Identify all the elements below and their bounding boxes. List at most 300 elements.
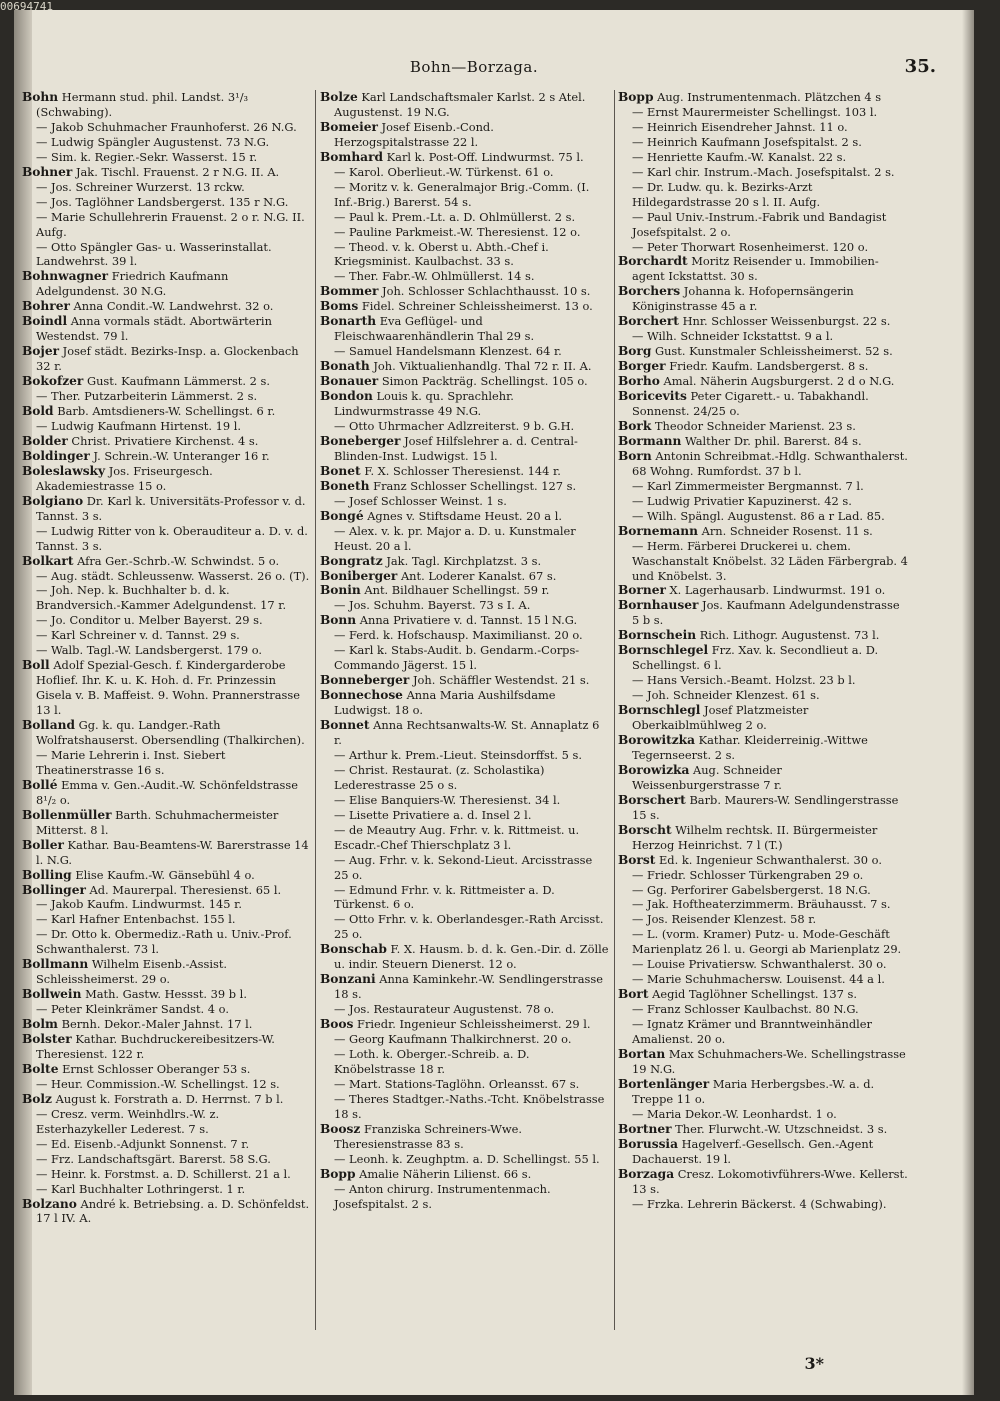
directory-entry bbox=[320, 823, 610, 853]
directory-entry bbox=[22, 1167, 312, 1182]
entry-details: — Peter Thorwart Rosenheimerst. 120 o. bbox=[632, 239, 869, 254]
entry-surname: Bongratz bbox=[320, 553, 383, 568]
entry-details: — Jos. Restaurateur Augustenst. 78 o. bbox=[334, 1002, 555, 1017]
directory-entry bbox=[618, 180, 908, 210]
directory-entry bbox=[320, 554, 610, 569]
entry-details: — Josef Schlosser Weinst. 1 s. bbox=[334, 493, 507, 508]
entry-surname: Bolze bbox=[320, 90, 358, 104]
entry-details: — Herm. Färberei Druckerei u. chem. Waschanstalt Knöbelst. 32 Läden Färbergrab. 4 und Knöbelst. 3. bbox=[632, 538, 908, 583]
directory-entry bbox=[320, 90, 610, 120]
entry-surname: Bonnet bbox=[320, 718, 370, 733]
entry-details: Cresz. Lokomotivführers-Wwe. Kellerst. 13 s. bbox=[632, 1166, 908, 1196]
directory-entry bbox=[618, 643, 908, 673]
entry-details: Gg. k. qu. Landger.-Rath Wolfratshauserst. Obersendling (Thalkirchen). bbox=[36, 718, 305, 747]
directory-entry bbox=[22, 897, 312, 912]
directory-entry bbox=[22, 494, 312, 524]
entry-details: — Ed. Eisenb.-Adjunkt Sonnenst. 7 r. bbox=[36, 1136, 250, 1151]
running-head: Bohn—Borzaga. bbox=[409, 58, 539, 76]
directory-entry bbox=[22, 912, 312, 927]
directory-entry bbox=[320, 344, 610, 359]
entry-surname: Bornschlegel bbox=[618, 643, 709, 658]
directory-entry bbox=[320, 389, 610, 419]
directory-entry bbox=[22, 195, 312, 210]
directory-entry bbox=[320, 613, 610, 628]
entry-surname: Bohn bbox=[22, 90, 59, 104]
directory-entry bbox=[320, 359, 610, 374]
entry-details: Arn. Schneider Rosenst. 11 s. bbox=[701, 523, 873, 538]
directory-entry bbox=[320, 524, 610, 554]
entry-details: Gust. Kunstmaler Schleissheimerst. 52 s. bbox=[655, 344, 893, 359]
directory-entry bbox=[618, 987, 908, 1002]
entry-details: Anna Condit.-W. Landwehrst. 32 o. bbox=[73, 299, 274, 314]
entry-surname: Bold bbox=[22, 404, 54, 419]
entry-surname: Bolland bbox=[22, 718, 75, 733]
directory-entry bbox=[618, 1137, 908, 1167]
directory-entry bbox=[320, 299, 610, 314]
entry-surname: Boller bbox=[22, 837, 64, 852]
entry-details: Elise Kaufm.-W. Gänsebühl 4 o. bbox=[75, 867, 255, 882]
column-2 bbox=[320, 90, 610, 1380]
page-header bbox=[14, 52, 974, 82]
directory-entry bbox=[320, 673, 610, 688]
directory-entry bbox=[320, 598, 610, 613]
directory-entry bbox=[22, 718, 312, 748]
entry-details: Barth. Schuhmachermeister Mitterst. 8 l. bbox=[36, 807, 279, 837]
entry-details: — Moritz v. k. Generalmajor Brig.-Comm. (I. Inf.-Brig.) Barerst. 54 s. bbox=[334, 179, 590, 209]
entry-details: Jak. Tischl. Frauenst. 2 r N.G. II. A. bbox=[75, 164, 280, 179]
entry-surname: Bolgiano bbox=[22, 493, 84, 508]
entry-details: — Heur. Commission.-W. Schellingst. 12 s. bbox=[36, 1076, 280, 1091]
entry-details: — Georg Kaufmann Thalkirchnerst. 20 o. bbox=[334, 1032, 572, 1047]
entry-details: — Ferd. k. Hofschausp. Maximilianst. 20 o. bbox=[334, 628, 583, 643]
entry-surname: Borchert bbox=[618, 314, 679, 329]
entry-surname: Bolling bbox=[22, 867, 72, 882]
entry-surname: Bonin bbox=[320, 583, 361, 598]
entry-details: — Theod. v. k. Oberst u. Abth.-Chef i. Kriegsminist. Kaulbachst. 33 s. bbox=[334, 239, 549, 269]
directory-entry bbox=[22, 883, 312, 898]
directory-entry bbox=[320, 1032, 610, 1047]
entry-details: — Karl Zimmermeister Bergmannst. 7 l. bbox=[632, 478, 864, 493]
entry-details: Jos. Friseurgesch. Akademiestrasse 15 o. bbox=[36, 463, 213, 493]
entry-details: Theodor Schneider Marienst. 23 s. bbox=[654, 418, 856, 433]
entry-surname: Borchers bbox=[618, 284, 681, 299]
entry-details: — Ludwig Spängler Augustenst. 73 N.G. bbox=[36, 134, 270, 149]
directory-entry bbox=[618, 509, 908, 524]
directory-entry bbox=[618, 868, 908, 883]
entry-details: — Christ. Restaurat. (z. Scholastika) Lederestrasse 25 o s. bbox=[334, 762, 545, 792]
directory-entry bbox=[320, 808, 610, 823]
directory-entry bbox=[320, 120, 610, 150]
entry-surname: Bongé bbox=[320, 508, 364, 523]
directory-entry bbox=[22, 838, 312, 868]
entry-details: — Dr. Otto k. Obermediz.-Rath u. Univ.-Prof. Schwanthalerst. 73 l. bbox=[36, 927, 292, 957]
directory-entry bbox=[618, 105, 908, 120]
directory-entry bbox=[618, 314, 908, 329]
directory-entry bbox=[22, 569, 312, 584]
directory-entry bbox=[320, 165, 610, 180]
directory-entry bbox=[22, 404, 312, 419]
directory-entry bbox=[320, 643, 610, 673]
directory-entry bbox=[320, 1122, 610, 1152]
entry-surname: Bolte bbox=[22, 1061, 59, 1076]
entry-surname: Boniberger bbox=[320, 568, 398, 583]
directory-entry bbox=[320, 210, 610, 225]
entry-details: — Paul k. Prem.-Lt. a. D. Ohlmüllerst. 2 s. bbox=[334, 209, 576, 224]
directory-entry bbox=[618, 1077, 908, 1107]
column-3 bbox=[618, 90, 908, 1380]
directory-entry bbox=[618, 1167, 908, 1197]
entry-details: — Frzka. Lehrerin Bäckerst. 4 (Schwabing). bbox=[632, 1196, 887, 1211]
directory-entry bbox=[618, 598, 908, 628]
entry-surname: Bollinger bbox=[22, 882, 86, 897]
directory-entry bbox=[320, 269, 610, 284]
entry-details: Wilhelm Eisenb.-Assist. Schleissheimerst. 29 o. bbox=[36, 957, 228, 987]
entry-details: Franz Schlosser Schellingst. 127 s. bbox=[373, 478, 577, 493]
entry-details: Aug. Schneider Weissenburgerstrasse 7 r. bbox=[632, 762, 782, 792]
entry-details: Jak. Tagl. Kirchplatzst. 3 s. bbox=[386, 553, 542, 568]
directory-entry bbox=[320, 1017, 610, 1032]
directory-entry bbox=[618, 449, 908, 479]
signature-mark: 3* bbox=[804, 1354, 824, 1373]
entry-surname: Boricevits bbox=[618, 389, 687, 404]
entry-details: Wilhelm rechtsk. II. Bürgermeister Herzog Heinrichst. 7 l (T.) bbox=[632, 822, 878, 852]
directory-entry bbox=[320, 583, 610, 598]
entry-details: — Samuel Handelsmann Klenzest. 64 r. bbox=[334, 344, 562, 359]
directory-entry bbox=[22, 434, 312, 449]
entry-surname: Borscht bbox=[618, 822, 672, 837]
directory-entry bbox=[22, 808, 312, 838]
directory-entry bbox=[320, 942, 610, 972]
directory-entry bbox=[22, 165, 312, 180]
directory-entry bbox=[618, 1047, 908, 1077]
directory-entry bbox=[320, 284, 610, 299]
directory-entry bbox=[618, 1002, 908, 1017]
entry-surname: Boll bbox=[22, 658, 50, 673]
directory-entry bbox=[320, 225, 610, 240]
entry-surname: Borst bbox=[618, 852, 656, 867]
entry-details: F. X. Hausm. b. d. k. Gen.-Dir. d. Zölle u. indir. Steuern Dienerst. 12 o. bbox=[334, 942, 609, 972]
directory-entry bbox=[618, 479, 908, 494]
entry-surname: Bonnechose bbox=[320, 688, 403, 703]
directory-entry bbox=[618, 763, 908, 793]
directory-entry bbox=[618, 733, 908, 763]
entry-surname: Bolz bbox=[22, 1091, 52, 1106]
entry-surname: Bollmann bbox=[22, 957, 89, 972]
entry-details: — Jos. Reisender Klenzest. 58 r. bbox=[632, 912, 817, 927]
entry-details: Kathar. Kleiderreinig.-Wittwe Tegernseerst. 2 s. bbox=[632, 732, 868, 762]
entry-surname: Borzaga bbox=[618, 1166, 675, 1181]
directory-entry bbox=[618, 284, 908, 314]
entry-details: Joh. Schäffler Westendst. 21 s. bbox=[412, 673, 590, 688]
entry-details: — Theres Stadtger.-Naths.-Tcht. Knöbelstrasse 18 s. bbox=[334, 1091, 605, 1121]
entry-details: Hnr. Schlosser Weissenburgst. 22 s. bbox=[682, 314, 891, 329]
directory-entry bbox=[320, 180, 610, 210]
entry-surname: Bonauer bbox=[320, 374, 379, 389]
entry-surname: Boneberger bbox=[320, 433, 401, 448]
entry-details: — Joh. Schneider Klenzest. 61 s. bbox=[632, 688, 820, 703]
entry-surname: Bolkart bbox=[22, 553, 74, 568]
directory-entry bbox=[22, 135, 312, 150]
entry-details: Walther Dr. phil. Barerst. 84 s. bbox=[685, 433, 862, 448]
entry-details: Josef städt. Bezirks-Insp. a. Glockenbach 32 r. bbox=[36, 344, 299, 374]
entry-details: — Karl k. Stabs-Audit. b. Gendarm.-Corps-Commando Jägerst. 15 l. bbox=[334, 643, 580, 673]
entry-details: Eva Geflügel- und Fleischwaarenhändlerin Thal 29 s. bbox=[334, 314, 535, 344]
entry-details: Emma v. Gen.-Audit.-W. Schönfeldstrasse 8¹/₂ o. bbox=[36, 777, 298, 807]
entry-details: — Elise Banquiers-W. Theresienst. 34 l. bbox=[334, 792, 561, 807]
entry-surname: Bohnwagner bbox=[22, 269, 109, 284]
directory-entry bbox=[320, 1182, 610, 1212]
directory-entry bbox=[22, 180, 312, 195]
directory-entry bbox=[22, 1002, 312, 1017]
directory-entry bbox=[22, 868, 312, 883]
directory-entry bbox=[618, 539, 908, 584]
entry-details: Antonin Schreibmat.-Hdlg. Schwanthalerst. 68 Wohng. Rumfordst. 37 b l. bbox=[632, 448, 908, 478]
entry-details: Friedrich Kaufmann Adelgundenst. 30 N.G. bbox=[36, 269, 229, 299]
entry-details: X. Lagerhausarb. Lindwurmst. 191 o. bbox=[669, 583, 886, 598]
entry-surname: Boosz bbox=[320, 1121, 361, 1136]
directory-entry bbox=[22, 1137, 312, 1152]
entry-details: Bernh. Dekor.-Maler Jahnst. 17 l. bbox=[61, 1017, 253, 1032]
entry-surname: Bolm bbox=[22, 1017, 58, 1032]
entry-details: August k. Forstrath a. D. Herrnst. 7 b l. bbox=[55, 1091, 284, 1106]
entry-details: — Ludwig Kaufmann Hirtenst. 19 l. bbox=[36, 418, 241, 433]
entry-details: — Gg. Perforirer Gabelsbergerst. 18 N.G. bbox=[632, 882, 871, 897]
directory-entry bbox=[22, 1197, 312, 1227]
directory-entry bbox=[22, 524, 312, 554]
entry-details: Aegid Taglöhner Schellingst. 137 s. bbox=[652, 987, 858, 1002]
directory-entry bbox=[22, 778, 312, 808]
entry-details: — Jak. Hoftheaterzimmerm. Bräuhausst. 7 s. bbox=[632, 897, 891, 912]
entry-details: — Wilh. Schneider Ickstattst. 9 a l. bbox=[632, 329, 834, 344]
entry-details: — Karl Buchhalter Lothringerst. 1 r. bbox=[36, 1181, 246, 1196]
entry-details: Christ. Privatiere Kirchenst. 4 s. bbox=[71, 433, 259, 448]
entry-surname: Bonzani bbox=[320, 972, 376, 987]
entry-surname: Borg bbox=[618, 344, 652, 359]
directory-entry bbox=[618, 823, 908, 853]
directory-entry bbox=[320, 718, 610, 748]
entry-surname: Bonath bbox=[320, 359, 370, 374]
entry-surname: Bomeier bbox=[320, 119, 378, 134]
entry-details: Joh. Viktualienhandlg. Thal 72 r. II. A. bbox=[373, 359, 592, 374]
page-number: 35. bbox=[904, 56, 936, 77]
entry-details: — Loth. k. Oberger.-Schreib. a. D. Knöbelstrasse 18 r. bbox=[334, 1047, 530, 1076]
entry-surname: Boindl bbox=[22, 314, 68, 329]
entry-surname: Bornemann bbox=[618, 523, 698, 538]
directory-entry bbox=[22, 628, 312, 643]
entry-details: — Karl chir. Instrum.-Mach. Josefspitalst. 2 s. bbox=[632, 164, 895, 179]
entry-details: — Sim. k. Regier.-Sekr. Wasserst. 15 r. bbox=[36, 149, 258, 164]
entry-details: Barb. Maurers-W. Sendlingerstrasse 15 s. bbox=[632, 792, 899, 822]
entry-details: Josef Hilfslehrer a. d. Central-Blinden-Inst. Ludwigst. 15 l. bbox=[334, 433, 578, 463]
directory-entry bbox=[618, 1122, 908, 1137]
entry-details: — Friedr. Schlosser Türkengraben 29 o. bbox=[632, 867, 864, 882]
entry-surname: Bollwein bbox=[22, 987, 82, 1002]
directory-entry bbox=[320, 748, 610, 763]
directory-entry bbox=[22, 210, 312, 240]
entry-details: — Pauline Parkmeist.-W. Theresienst. 12 o. bbox=[334, 224, 581, 239]
directory-entry bbox=[22, 1077, 312, 1092]
directory-entry bbox=[22, 643, 312, 658]
directory-entry bbox=[320, 150, 610, 165]
directory-entry bbox=[22, 374, 312, 389]
entry-surname: Boneth bbox=[320, 478, 370, 493]
directory-entry bbox=[618, 1197, 908, 1212]
entry-details: Ther. Flurwcht.-W. Utzschneidst. 3 s. bbox=[675, 1121, 888, 1136]
entry-details: — Dr. Ludw. qu. k. Bezirks-Arzt Hildegardstrasse 20 s l. II. Aufg. bbox=[632, 179, 821, 209]
directory-entry bbox=[618, 853, 908, 868]
entry-surname: Bortan bbox=[618, 1047, 666, 1061]
directory-entry bbox=[618, 524, 908, 539]
entry-surname: Bomhard bbox=[320, 149, 384, 164]
entry-details: Friedr. Ingenieur Schleissheimerst. 29 l. bbox=[357, 1017, 591, 1032]
directory-entry bbox=[618, 210, 908, 240]
directory-entry bbox=[618, 494, 908, 509]
entry-surname: Born bbox=[618, 448, 652, 463]
entry-details: Ernst Schlosser Oberanger 53 s. bbox=[62, 1061, 251, 1076]
directory-entry bbox=[320, 883, 610, 913]
entry-surname: Borussia bbox=[618, 1136, 678, 1151]
directory-entry bbox=[320, 972, 610, 1002]
entry-details: — Lisette Privatiere a. d. Insel 2 l. bbox=[334, 807, 532, 822]
directory-entry bbox=[22, 240, 312, 270]
entry-details: Agnes v. Stiftsdame Heust. 20 a l. bbox=[367, 508, 562, 523]
directory-entry bbox=[320, 853, 610, 883]
directory-entry bbox=[22, 464, 312, 494]
entry-details: — Hans Versich.-Beamt. Holzst. 23 b l. bbox=[632, 673, 856, 688]
entry-surname: Bortner bbox=[618, 1121, 672, 1136]
entry-details: Karl k. Post-Off. Lindwurmst. 75 l. bbox=[386, 149, 584, 164]
entry-details: — Louise Privatiersw. Schwanthalerst. 30 o. bbox=[632, 957, 887, 972]
directory-entry bbox=[320, 494, 610, 509]
entry-details: Josef Platzmeister Oberkaiblmühlweg 2 o. bbox=[632, 703, 809, 733]
entry-details: Hermann stud. phil. Landst. 3¹/₃ (Schwabing). bbox=[36, 90, 249, 119]
entry-surname: Borner bbox=[618, 583, 666, 598]
directory-entry bbox=[22, 90, 312, 120]
entry-details: Frz. Xav. k. Secondlieut a. D. Schellingst. 6 l. bbox=[632, 643, 879, 673]
entry-surname: Borschert bbox=[618, 792, 686, 807]
directory-entry bbox=[22, 748, 312, 778]
directory-entry bbox=[22, 1107, 312, 1137]
entry-surname: Bormann bbox=[618, 433, 682, 448]
entry-details: Fidel. Schreiner Schleissheimerst. 13 o. bbox=[361, 299, 593, 314]
directory-entry bbox=[320, 240, 610, 270]
directory-entry bbox=[618, 897, 908, 912]
entry-details: Anna Privatiere v. d. Tannst. 15 l N.G. bbox=[359, 613, 578, 628]
entry-details: — Ludwig Privatier Kapuzinerst. 42 s. bbox=[632, 493, 852, 508]
entry-details: — Aug. Frhr. v. k. Sekond-Lieut. Arcisstrasse 25 o. bbox=[334, 852, 593, 882]
directory-entry bbox=[618, 883, 908, 898]
entry-details: Ad. Maurerpal. Theresienst. 65 l. bbox=[89, 882, 282, 897]
entry-details: Louis k. qu. Sprachlehr. Lindwurmstrasse 49 N.G. bbox=[334, 389, 514, 419]
directory-entry bbox=[320, 314, 610, 344]
entry-details: — Mart. Stations-Taglöhn. Orleansst. 67 s. bbox=[334, 1076, 580, 1091]
directory-entry bbox=[22, 150, 312, 165]
entry-details: — Jakob Kaufm. Lindwurmst. 145 r. bbox=[36, 897, 242, 912]
directory-entry bbox=[320, 912, 610, 942]
entry-details: — Leonh. k. Zeughptm. a. D. Schellingst. 55 l. bbox=[334, 1151, 600, 1166]
entry-surname: Bort bbox=[618, 987, 649, 1002]
entry-surname: Borowizka bbox=[618, 762, 690, 777]
directory-entry bbox=[618, 703, 908, 733]
directory-entry bbox=[320, 569, 610, 584]
directory-entry bbox=[618, 389, 908, 419]
directory-entry bbox=[618, 972, 908, 987]
entry-details: — Edmund Frhr. v. k. Rittmeister a. D. Türkenst. 6 o. bbox=[334, 882, 555, 912]
entry-details: Rich. Lithogr. Augustenst. 73 l. bbox=[699, 628, 880, 643]
entry-details: F. X. Schlosser Theresienst. 144 r. bbox=[364, 463, 561, 478]
directory-entry bbox=[618, 374, 908, 389]
entry-details: — Otto Uhrmacher Adlzreiterst. 9 b. G.H. bbox=[334, 418, 575, 433]
directory-entry bbox=[320, 1077, 610, 1092]
directory-entry bbox=[320, 763, 610, 793]
entry-details: — Franz Schlosser Kaulbachst. 80 N.G. bbox=[632, 1002, 859, 1017]
directory-entry bbox=[320, 464, 610, 479]
directory-entry bbox=[22, 269, 312, 299]
directory-entry bbox=[22, 1152, 312, 1167]
directory-entry bbox=[618, 793, 908, 823]
entry-details: — Walb. Tagl.-W. Landsbergerst. 179 o. bbox=[36, 643, 263, 658]
entry-details: — Ernst Maurermeister Schellingst. 103 l. bbox=[632, 104, 878, 119]
entry-details: Ant. Bildhauer Schellingst. 59 r. bbox=[364, 583, 550, 598]
directory-entry bbox=[22, 299, 312, 314]
entry-details: Afra Ger.-Schrb.-W. Schwindst. 5 o. bbox=[77, 553, 280, 568]
entry-details: Jos. Kaufmann Adelgundenstrasse 5 b s. bbox=[632, 598, 900, 628]
entry-details: Friedr. Kaufm. Landsbergerst. 8 s. bbox=[669, 359, 869, 374]
directory-entry bbox=[618, 628, 908, 643]
entry-details: Hagelverf.-Gesellsch. Gen.-Agent Dachauerst. 19 l. bbox=[632, 1136, 874, 1166]
directory-page bbox=[14, 10, 974, 1395]
entry-details: — Ludwig Ritter von k. Oberauditeur a. D. v. d. Tannst. 3 s. bbox=[36, 523, 308, 553]
entry-details: Amal. Näherin Augsburgerst. 2 d o N.G. bbox=[663, 374, 895, 389]
entry-details: Max Schuhmachers-We. Schellingstrasse 19 N.G. bbox=[632, 1047, 906, 1076]
entry-details: — Marie Lehrerin i. Inst. Siebert Theatinerstrasse 16 s. bbox=[36, 747, 226, 777]
directory-entry bbox=[320, 419, 610, 434]
entry-details: Adolf Spezial-Gesch. f. Kindergarderobe Hoflief. Ihr. K. u. K. Hoh. d. Fr. Prinzessin Gisela v. B. Maffeist. 9. Wohn. Prannerstrasse 13 l. bbox=[36, 658, 300, 718]
entry-surname: Bohrer bbox=[22, 299, 70, 314]
entry-details: André k. Betriebsing. a. D. Schönfeldst. 17 l IV. A. bbox=[36, 1196, 310, 1226]
entry-details: — Anton chirurg. Instrumentenmach. Josefspitalst. 2 s. bbox=[334, 1181, 551, 1211]
entry-details: — Marie Schullehrerin Frauenst. 2 o r. N.G. II. Aufg. bbox=[36, 209, 305, 239]
directory-entry bbox=[618, 344, 908, 359]
directory-entry bbox=[618, 165, 908, 180]
directory-entry bbox=[22, 613, 312, 628]
entry-details: Aug. Instrumentenmach. Plätzchen 4 s bbox=[657, 90, 882, 104]
entry-details: Amalie Näherin Lilienst. 66 s. bbox=[359, 1166, 532, 1181]
page-right-edge bbox=[962, 10, 974, 1395]
directory-entry bbox=[618, 120, 908, 135]
directory-entry bbox=[22, 1062, 312, 1077]
directory-entry bbox=[618, 1017, 908, 1047]
entry-details: Dr. Karl k. Universitäts-Professor v. d. Tannst. 3 s. bbox=[36, 493, 306, 523]
directory-entry bbox=[22, 1017, 312, 1032]
entry-surname: Borho bbox=[618, 374, 660, 389]
entry-details: Karl Landschaftsmaler Karlst. 2 s Atel. Augustenst. 19 N.G. bbox=[334, 90, 586, 119]
directory-entry bbox=[22, 419, 312, 434]
entry-details: — Jo. Conditor u. Melber Bayerst. 29 s. bbox=[36, 613, 263, 628]
directory-entry bbox=[618, 329, 908, 344]
entry-details: Math. Gastw. Hessst. 39 b l. bbox=[85, 987, 247, 1002]
directory-entry bbox=[22, 554, 312, 569]
entry-surname: Bonneberger bbox=[320, 673, 410, 688]
entry-details: — Paul Univ.-Instrum.-Fabrik und Bandagist Josefspitalst. 2 o. bbox=[632, 209, 887, 239]
entry-details: — Cresz. verm. Weinhdlrs.-W. z. Esterhazykeller Lederest. 7 s. bbox=[36, 1106, 220, 1136]
entry-details: — Otto Spängler Gas- u. Wasserinstallat. Landwehrst. 39 l. bbox=[36, 239, 272, 269]
entry-details: — Wilh. Spängl. Augustenst. 86 a r Lad. 85. bbox=[632, 508, 885, 523]
directory-entry bbox=[320, 1092, 610, 1122]
entry-surname: Bonn bbox=[320, 613, 357, 628]
entry-surname: Boos bbox=[320, 1017, 354, 1032]
directory-entry bbox=[618, 135, 908, 150]
